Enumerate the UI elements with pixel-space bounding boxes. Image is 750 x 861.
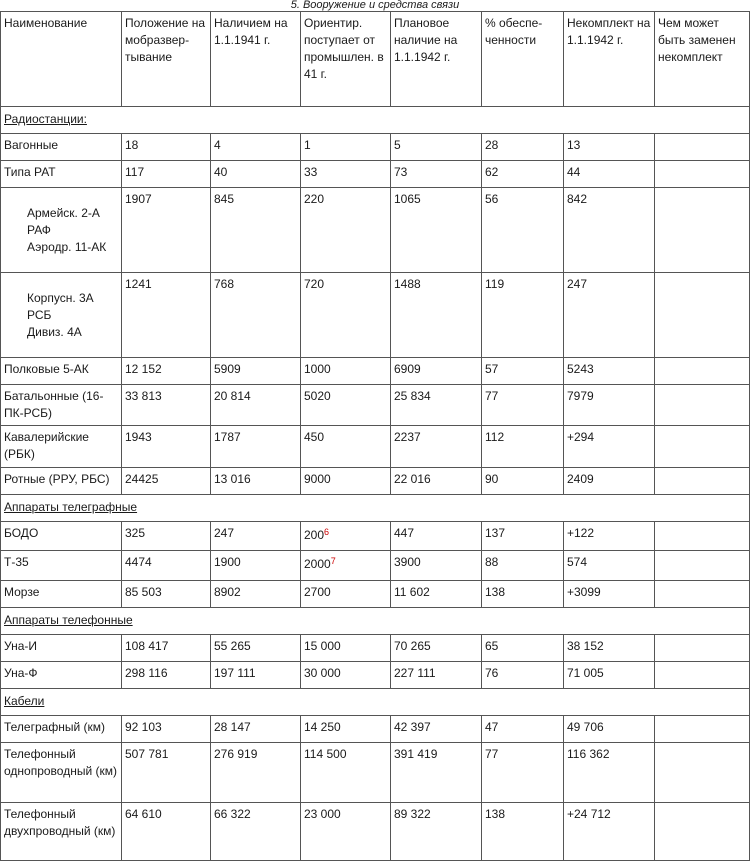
cell: 4 bbox=[211, 134, 301, 161]
row-name-line: РАФ bbox=[27, 223, 51, 237]
cell: 28 147 bbox=[211, 716, 301, 743]
table-row bbox=[1, 385, 750, 426]
cell: 2000$^7$ bbox=[301, 551, 391, 581]
row-name: Типа РАТ bbox=[1, 161, 122, 188]
cell: 3900 bbox=[391, 551, 482, 581]
cell bbox=[655, 161, 750, 188]
cell: 66 322 bbox=[211, 803, 301, 861]
cell: 7979 bbox=[564, 385, 655, 426]
cell: 64 610 bbox=[122, 803, 211, 861]
cell: 71 005 bbox=[564, 662, 655, 689]
cell: 55 265 bbox=[211, 635, 301, 662]
header-row bbox=[1, 12, 750, 107]
cell: 197 111 bbox=[211, 662, 301, 689]
cell: 1943 bbox=[122, 426, 211, 468]
cell: 30 000 bbox=[301, 662, 391, 689]
cell: 73 bbox=[391, 161, 482, 188]
cell: 11 602 bbox=[391, 581, 482, 608]
footnote-marker[interactable]: 6 bbox=[324, 527, 330, 537]
cell: 1900 bbox=[211, 551, 301, 581]
header-industry: Ориентир. поступает от промышлен. в 41 г. bbox=[301, 12, 391, 107]
table-row bbox=[1, 581, 750, 608]
cell bbox=[655, 635, 750, 662]
cell: 1488 bbox=[391, 273, 482, 358]
cell: 276 919 bbox=[211, 743, 301, 803]
cell: 5909 bbox=[211, 358, 301, 385]
cell: 24425 bbox=[122, 468, 211, 495]
cell: +24 712 bbox=[564, 803, 655, 861]
cell: 56 bbox=[482, 188, 564, 273]
cell: 12 152 bbox=[122, 358, 211, 385]
cell: 137 bbox=[482, 522, 564, 551]
header-deficit: Некомплект на 1.1.1942 г. bbox=[564, 12, 655, 107]
section-title: Аппараты телефонные bbox=[1, 608, 750, 635]
section-row bbox=[1, 689, 750, 716]
cell: 842 bbox=[564, 188, 655, 273]
cell: 720 bbox=[301, 273, 391, 358]
table-row bbox=[1, 743, 750, 803]
cell: 450 bbox=[301, 426, 391, 468]
cell: 5 bbox=[391, 134, 482, 161]
cell bbox=[655, 426, 750, 468]
cell: 89 322 bbox=[391, 803, 482, 861]
row-name: Батальонные (16-ПК-РСБ) bbox=[1, 385, 122, 426]
row-name-line: Армейск. 2-А bbox=[27, 206, 100, 220]
cell: 15 000 bbox=[301, 635, 391, 662]
cell: 65 bbox=[482, 635, 564, 662]
row-name: Уна-Ф bbox=[1, 662, 122, 689]
cell: 13 016 bbox=[211, 468, 301, 495]
cell: 1 bbox=[301, 134, 391, 161]
row-name-line: Корпусн. 3А bbox=[27, 291, 94, 305]
cell bbox=[655, 743, 750, 803]
cell: 227 111 bbox=[391, 662, 482, 689]
row-name: Телеграфный (км) bbox=[1, 716, 122, 743]
cell: +3099 bbox=[564, 581, 655, 608]
cell: 8902 bbox=[211, 581, 301, 608]
armament-table bbox=[0, 11, 750, 861]
cell: 85 503 bbox=[122, 581, 211, 608]
table-row bbox=[1, 188, 750, 273]
cell: 6909 bbox=[391, 358, 482, 385]
row-name: Уна-И bbox=[1, 635, 122, 662]
cell: 44 bbox=[564, 161, 655, 188]
cell: 298 116 bbox=[122, 662, 211, 689]
cell: 117 bbox=[122, 161, 211, 188]
cell bbox=[655, 188, 750, 273]
cell: 114 500 bbox=[301, 743, 391, 803]
table-row bbox=[1, 522, 750, 551]
cell: 247 bbox=[564, 273, 655, 358]
row-name: Морзе bbox=[1, 581, 122, 608]
header-name: Наименование bbox=[1, 12, 122, 107]
table-row bbox=[1, 358, 750, 385]
cell: 507 781 bbox=[122, 743, 211, 803]
row-name: Полковые 5-АК bbox=[1, 358, 122, 385]
header-1941: Наличием на 1.1.1941 г. bbox=[211, 12, 301, 107]
cell: 40 bbox=[211, 161, 301, 188]
cell: 325 bbox=[122, 522, 211, 551]
cell: 2237 bbox=[391, 426, 482, 468]
row-name: Т-35 bbox=[1, 551, 122, 581]
cell: 13 bbox=[564, 134, 655, 161]
cell bbox=[655, 134, 750, 161]
cell bbox=[655, 522, 750, 551]
cell: +294 bbox=[564, 426, 655, 468]
row-name: Вагонные bbox=[1, 134, 122, 161]
row-name: Кавалерийские (РБК) bbox=[1, 426, 122, 468]
cell: 28 bbox=[482, 134, 564, 161]
header-mob: Положение на мобразвер-тывание bbox=[122, 12, 211, 107]
row-name: Телефонный однопроводный (км) bbox=[1, 743, 122, 803]
cell: 1787 bbox=[211, 426, 301, 468]
section-row bbox=[1, 107, 750, 134]
table-row bbox=[1, 662, 750, 689]
cell: 447 bbox=[391, 522, 482, 551]
table-row bbox=[1, 426, 750, 468]
cell bbox=[655, 551, 750, 581]
cell: 42 397 bbox=[391, 716, 482, 743]
cell: 4474 bbox=[122, 551, 211, 581]
cell: 2409 bbox=[564, 468, 655, 495]
cell: 77 bbox=[482, 385, 564, 426]
cell: 1907 bbox=[122, 188, 211, 273]
section-row bbox=[1, 495, 750, 522]
cell: 845 bbox=[211, 188, 301, 273]
table-row bbox=[1, 635, 750, 662]
cell: 18 bbox=[122, 134, 211, 161]
cell: 88 bbox=[482, 551, 564, 581]
cell: 25 834 bbox=[391, 385, 482, 426]
cell bbox=[655, 358, 750, 385]
cell: 38 152 bbox=[564, 635, 655, 662]
table-row bbox=[1, 273, 750, 358]
cell: 92 103 bbox=[122, 716, 211, 743]
row-name: БОДО bbox=[1, 522, 122, 551]
cell: 90 bbox=[482, 468, 564, 495]
cell bbox=[655, 581, 750, 608]
footnote-marker[interactable]: 7 bbox=[330, 556, 336, 566]
cell: 5243 bbox=[564, 358, 655, 385]
cell: 77 bbox=[482, 743, 564, 803]
section-title: Аппараты телеграфные bbox=[1, 495, 750, 522]
row-name bbox=[1, 188, 122, 273]
cell: 20 814 bbox=[211, 385, 301, 426]
cell: 70 265 bbox=[391, 635, 482, 662]
cell: 33 bbox=[301, 161, 391, 188]
cell: 1000 bbox=[301, 358, 391, 385]
table-row bbox=[1, 134, 750, 161]
row-name: Ротные (РРУ, РБС) bbox=[1, 468, 122, 495]
cell: 57 bbox=[482, 358, 564, 385]
cell: 112 bbox=[482, 426, 564, 468]
cell bbox=[655, 273, 750, 358]
cell bbox=[655, 662, 750, 689]
cell: 1241 bbox=[122, 273, 211, 358]
section-row bbox=[1, 608, 750, 635]
cell: 574 bbox=[564, 551, 655, 581]
cell: 138 bbox=[482, 581, 564, 608]
cell bbox=[655, 468, 750, 495]
cell: 9000 bbox=[301, 468, 391, 495]
table-row bbox=[1, 803, 750, 861]
cell: 49 706 bbox=[564, 716, 655, 743]
cell bbox=[655, 385, 750, 426]
cell: 220 bbox=[301, 188, 391, 273]
row-name-line: Дивиз. 4А bbox=[27, 325, 82, 339]
cell: 22 016 bbox=[391, 468, 482, 495]
cell: $200^6$ bbox=[301, 522, 391, 551]
header-plan: Плановое наличие на 1.1.1942 г. bbox=[391, 12, 482, 107]
row-name bbox=[1, 273, 122, 358]
table-row bbox=[1, 468, 750, 495]
table-caption: 5. Вооружение и средства связи bbox=[290, 0, 460, 11]
table-row bbox=[1, 551, 750, 581]
cell: 33 813 bbox=[122, 385, 211, 426]
cell: 47 bbox=[482, 716, 564, 743]
cell: 138 bbox=[482, 803, 564, 861]
cell: 14 250 bbox=[301, 716, 391, 743]
cell bbox=[655, 716, 750, 743]
section-title: Радиостанции: bbox=[1, 107, 750, 134]
cell bbox=[655, 803, 750, 861]
cell: 62 bbox=[482, 161, 564, 188]
table-row bbox=[1, 716, 750, 743]
cell: 23 000 bbox=[301, 803, 391, 861]
row-name-line: Аэродр. 11-АК bbox=[27, 240, 107, 254]
section-title: Кабели bbox=[1, 689, 750, 716]
header-replace: Чем может быть заменен некомплект bbox=[655, 12, 750, 107]
cell: 2700 bbox=[301, 581, 391, 608]
table-row bbox=[1, 161, 750, 188]
row-name-line: РСБ bbox=[27, 308, 52, 322]
cell: 76 bbox=[482, 662, 564, 689]
cell: 5020 bbox=[301, 385, 391, 426]
row-name: Телефонный двухпроводный (км) bbox=[1, 803, 122, 861]
cell: 1065 bbox=[391, 188, 482, 273]
cell: 247 bbox=[211, 522, 301, 551]
cell: 768 bbox=[211, 273, 301, 358]
cell: 391 419 bbox=[391, 743, 482, 803]
header-percent: % обеспе-ченности bbox=[482, 12, 564, 107]
cell: 116 362 bbox=[564, 743, 655, 803]
cell: 108 417 bbox=[122, 635, 211, 662]
cell: 119 bbox=[482, 273, 564, 358]
cell: +122 bbox=[564, 522, 655, 551]
